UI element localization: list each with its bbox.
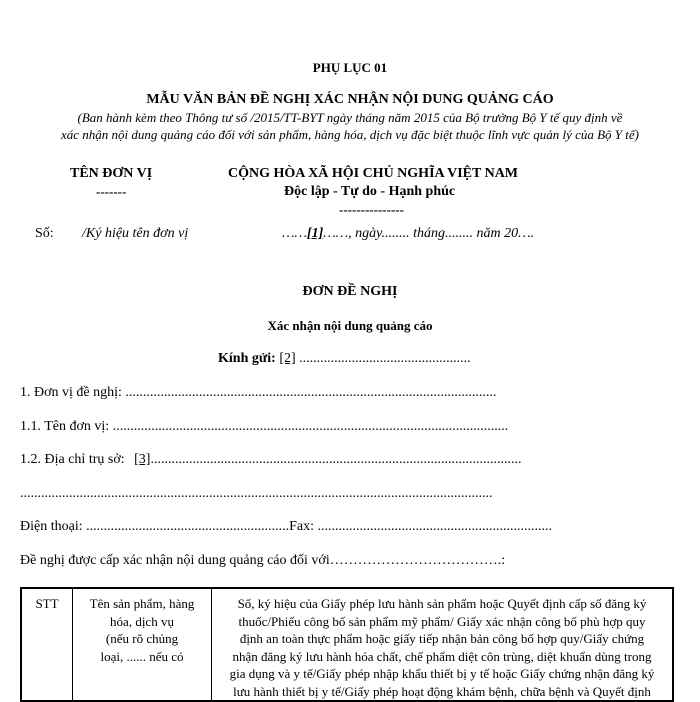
header-product-line: Tên sản phẩm, hàng xyxy=(89,596,195,611)
place-prefix: …… xyxy=(282,226,307,241)
field-phone-fax: Điện thoại: ..........................................................Fax: ................................................................... xyxy=(20,519,552,534)
country-name: CỘNG HÒA XÃ HỘI CHỦ NGHĨA VIỆT NAM xyxy=(228,166,519,181)
recipient-dots: ................................................. xyxy=(295,351,471,366)
unit-name-heading: TÊN ĐƠN VỊ xyxy=(70,166,153,181)
recipient-label: Kính gửi: xyxy=(218,351,276,366)
header-license-line: Số, ký hiệu của Giấy phép lưu hành sản phẩm hoặc Quyết định cấp số đăng ký xyxy=(237,596,647,611)
field-address xyxy=(20,452,521,468)
place-footnote-ref: [1] xyxy=(306,226,324,241)
header-license-line: định an toàn thực phẩm hoặc giấy tiếp nhận bản công bố hợp quy/Giấy chứng xyxy=(239,631,645,646)
field-requesting-unit: 1. Đơn vị đề nghị: .......................................................................................................... xyxy=(20,385,497,400)
header-product-line: (nếu rõ chủng xyxy=(105,631,179,646)
request-title: ĐƠN ĐỀ NGHỊ xyxy=(302,284,398,299)
national-motto: Độc lập - Tự do - Hạnh phúc xyxy=(284,184,456,199)
request-subtitle: Xác nhận nội dung quảng cáo xyxy=(267,318,433,333)
field-unit-name: 1.1. Tên đơn vị: ................................................................................................................. xyxy=(20,419,509,434)
header-license-line: thuốc/Phiếu công bố sản phẩm mỹ phẩm/ Giấy xác nhận công bố phù hợp quy xyxy=(238,613,646,629)
header-license-line: gia dụng và y tế/Giấy phép nhập khẩu thiết bị y tế hoặc Giấy chứng nhận đăng ký xyxy=(229,666,655,681)
field-blank-line: ....................................................................................................................................... xyxy=(20,486,493,501)
header-stt: STT xyxy=(21,588,73,701)
field-request-for: Đề nghị được cấp xác nhận nội dung quảng cáo đối với……………………………….: xyxy=(20,553,506,568)
table-header-row xyxy=(21,588,673,701)
address-footnote-ref: [3] xyxy=(134,452,151,467)
form-title: MẪU VĂN BẢN ĐỀ NGHỊ XÁC NHẬN NỘI DUNG QUẢNG CÁO xyxy=(146,92,554,107)
header-license-info xyxy=(212,588,674,701)
header-product-name xyxy=(73,588,212,701)
place-date-text: ……, ngày........ tháng........ năm 20…. xyxy=(323,226,535,241)
header-product-line: hóa, dịch vụ xyxy=(110,613,174,629)
issued-note-line1: (Ban hành kèm theo Thông tư số /2015/TT-BYT ngày tháng năm 2015 của Bộ trưởng Bộ Y tế quy định về xyxy=(77,110,623,125)
issued-note-line2: xác nhận nội dung quảng cáo đối với sản phẩm, hàng hóa, dịch vụ đặc biệt thuộc lĩnh vực quản lý của Bộ Y tế) xyxy=(61,127,639,142)
document-number-label: Số: xyxy=(35,226,54,241)
appendix-title: PHỤ LỤC 01 xyxy=(312,60,388,75)
header-license-line: nhận đăng ký lưu hành hóa chất, chế phẩm diệt côn trùng, diệt khuẩn dùng trong xyxy=(232,648,652,664)
place-date-line xyxy=(282,226,534,242)
motto-dashes: --------------- xyxy=(339,202,404,217)
product-table xyxy=(20,587,674,702)
recipient-footnote-ref: [2] xyxy=(279,351,296,366)
recipient-line xyxy=(218,351,471,367)
document-number-symbol: /Ký hiệu tên đơn vị xyxy=(82,226,189,241)
unit-dashes: ------- xyxy=(96,184,127,199)
header-product-line: loại, ...... nếu có xyxy=(100,648,184,664)
address-dots: .......................................................................................................... xyxy=(150,452,522,467)
address-label: 1.2. Địa chỉ trụ sở: xyxy=(20,452,125,467)
header-license-line: lưu hành thiết bị y tế/Giấy phép hoạt động khám bệnh, chữa bệnh và Quyết định xyxy=(233,683,651,699)
